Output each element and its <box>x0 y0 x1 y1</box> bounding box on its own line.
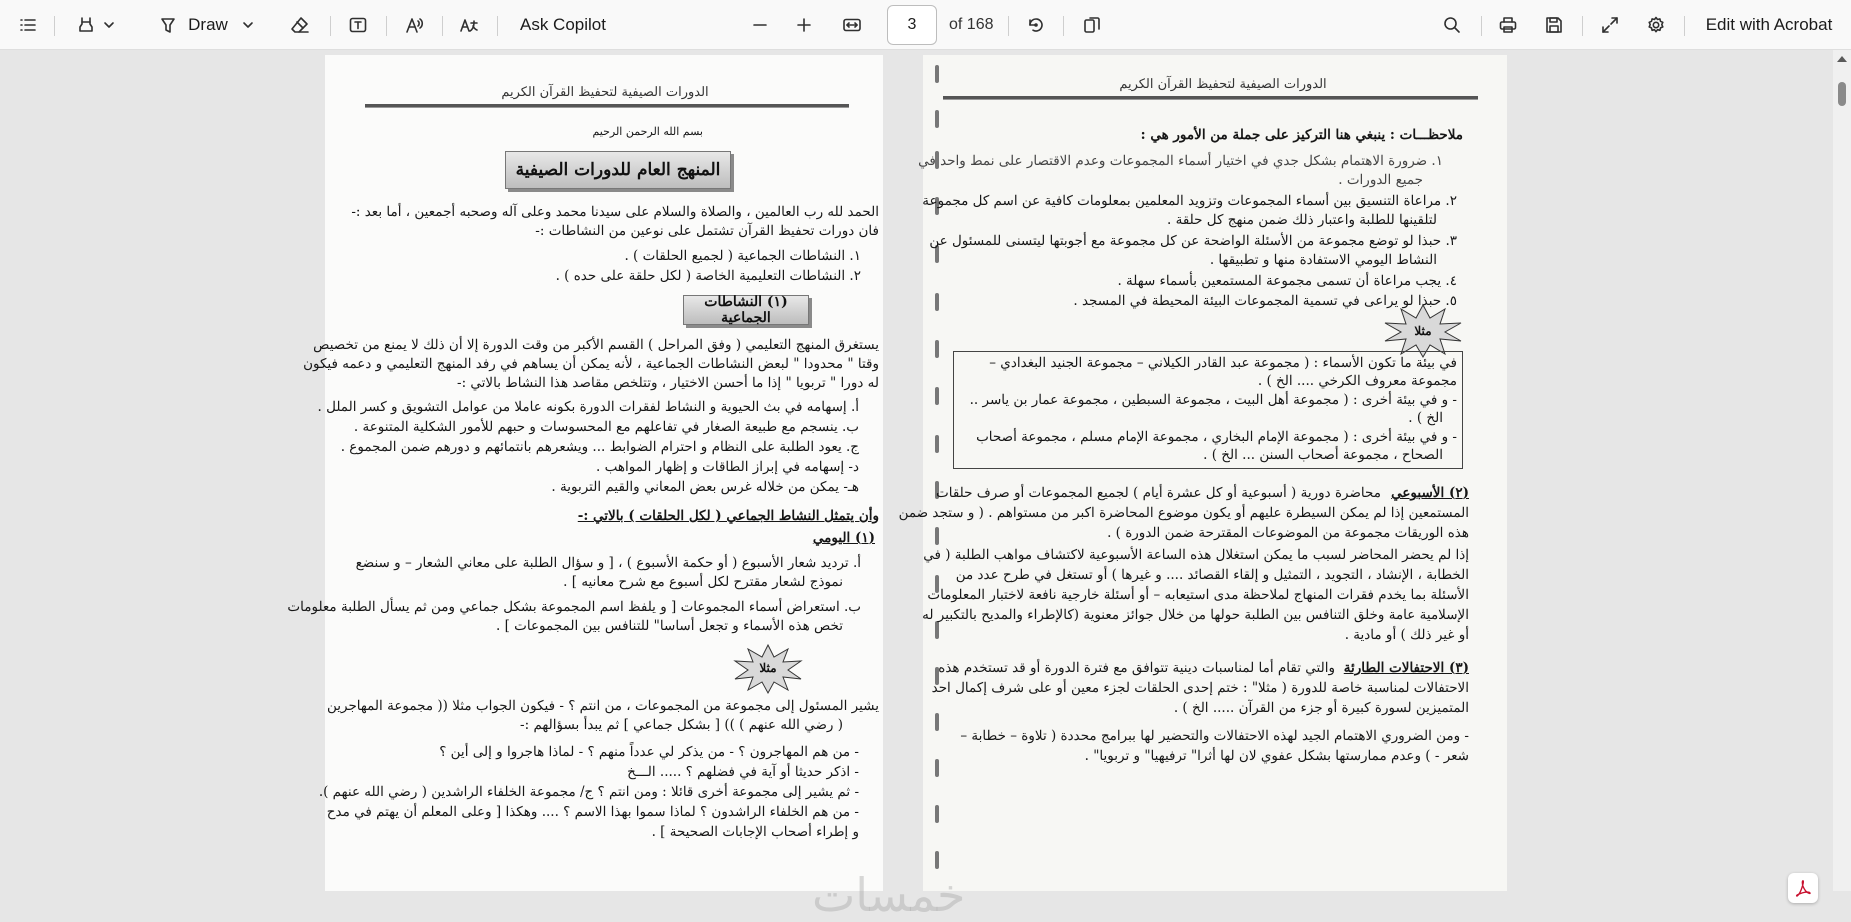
activity-type-item: ٢. النشاطات التعليمية الخاصة ( لكل حلقة على حده ) . <box>555 268 861 284</box>
weekly-line: محاضرة دورية ( أسبوعية أو كل عشرة أيام ) لجميع المجموعات أو صرف حلقات <box>936 485 1381 501</box>
daily-item: نموذج لشعار مقترح لكل أسبوع مع شرح معانيه ] . <box>563 574 843 590</box>
example-text: يشير المسئول إلى مجموعة من المجموعات ، من انتم ؟ - فيكون الجواب مثلا (( مجموعة المهاجرين <box>326 698 879 714</box>
zoom-out-icon <box>750 15 770 35</box>
example-box-line: مجموعة معروف الكرخي .... الخ ) . <box>1257 373 1457 389</box>
occasions-line: والتي تقام أما لمناسبات دينية تتوافق مع فترة الدورة أو قد تستخدم هذه <box>938 660 1335 676</box>
fit-width-button[interactable] <box>834 0 870 50</box>
example-box-line: - و في بيئة أخرى : ( مجموعة الإمام البخاري ، مجموعة الإمام مسلم ، مجموعة أصحاب <box>976 429 1457 445</box>
intro-line: فان دورات تحفيظ القرآن تشتمل على نوعين من النشاطات :- <box>535 223 879 239</box>
current-page: 3 <box>907 16 917 33</box>
draw-icon <box>158 15 178 35</box>
weekly-heading: (٢) الأسبوعي <box>1391 485 1469 501</box>
draw-label: Draw <box>188 15 228 34</box>
gear-icon <box>1646 15 1666 35</box>
fullscreen-icon <box>1600 15 1620 35</box>
text-box-button[interactable] <box>340 0 376 50</box>
scrollbar-thumb[interactable] <box>1838 82 1846 106</box>
header-rule <box>943 96 1478 100</box>
example-box-line: الخ ) . <box>1408 410 1443 426</box>
section-paragraph-line: يستغرق المنهج التعليمي ( وفق المراحل ) القسم الأكبر من وقت الدورة إلا أن ذلك لا يمنع من تخصيص <box>313 337 879 353</box>
example-box-line: الصحاح ، مجموعة أصحاب السنن ... الخ ) . <box>1203 447 1443 463</box>
note-item: ٤. يجب مراعاة أن تسمى مجموعة المستمعين بأسماء سهلة . <box>1117 273 1457 289</box>
daily-heading: (١) اليومي <box>812 530 875 546</box>
search-button[interactable] <box>1434 0 1470 50</box>
note-item: ٥. حبذا لو يراعى في تسمية المجموعات البيئة المحيطة في المسجد . <box>1073 293 1457 309</box>
aim-item: هـ- يمكن من خلاله غرس بعض المعاني والقيم التربوية . <box>551 479 859 495</box>
acrobat-button[interactable] <box>1788 873 1818 903</box>
aim-item: ب. ينسجم مع طبيعة الصغار في تفاعلهم مع المحسوسات و حبهم للأمور الشكلية المتنوعة . <box>353 419 859 435</box>
contents-icon <box>18 15 38 35</box>
edit-with-acrobat-button[interactable] <box>1696 0 1842 50</box>
header-rule <box>365 104 849 108</box>
fullscreen-button[interactable] <box>1592 0 1628 50</box>
translate-button[interactable] <box>450 0 488 50</box>
toolbar <box>0 0 1851 50</box>
example-box-line: في بيئة ما تكون الأسماء : ( مجموعة عبد القادر الكيلاني – مجموعة الجنيد البغدادي – <box>989 355 1457 371</box>
draw-button[interactable] <box>150 0 262 50</box>
print-button[interactable] <box>1490 0 1526 50</box>
toolbar-separator <box>54 16 55 36</box>
page-total: of 168 <box>949 16 994 33</box>
weekly-line: إذا لم يحضر المحاضر لسبب ما يمكن استغلال هذه الساعة الأسبوعية لاكتشاف مواهب الطلبة ( في <box>923 547 1469 563</box>
occasions-line: - ومن الضروري الاهتمام الجيد لهذه الاحتفالات والتحضير لها ببرامج محددة ( تلاوة – خطابة – <box>960 728 1469 744</box>
save-button[interactable] <box>1536 0 1572 50</box>
settings-button[interactable] <box>1638 0 1674 50</box>
chevron-down-icon <box>242 19 254 31</box>
edit-with-acrobat-label: Edit with Acrobat <box>1705 15 1833 34</box>
save-icon <box>1544 15 1564 35</box>
weekly-line: الإسلامية عامة وخلق التنافس بين الطلبة حولها من خلال جوائز معنوية (كالإطراء والمديح بالتكبير له <box>922 607 1469 623</box>
zoom-in-button[interactable] <box>786 0 822 50</box>
aim-item: د- إسهامه في إبراز الطاقات و إظهار المواهب . <box>596 459 859 475</box>
binding-spiral <box>929 55 949 891</box>
contents-button[interactable] <box>12 0 44 50</box>
occasions-line: شعر - ) وعدم ممارستها بشكل عفوي لان لها أثرا" ترفيهيا" و تربويا" . <box>1084 748 1469 764</box>
scroll-up-arrow-icon[interactable] <box>1837 56 1847 62</box>
example-text: ( رضي الله عنهم ) )) [ بشكل جماعي ] ثم يبدأ بسؤالهم :- <box>520 717 843 733</box>
daily-item: تخص هذه الأسماء و تجعل أساسا" للتنافس بين المجموعات ] . <box>496 618 843 634</box>
print-icon <box>1498 15 1518 35</box>
highlight-button[interactable] <box>66 0 124 50</box>
translate-icon <box>459 15 479 35</box>
page-header: الدورات الصيفية لتحفيظ القرآن الكريم <box>1119 77 1327 92</box>
example-label: مثلا <box>759 661 777 675</box>
read-aloud-button[interactable] <box>396 0 432 50</box>
read-aloud-icon <box>404 15 424 35</box>
ask-copilot-button[interactable] <box>508 0 618 50</box>
question-item: - من هم المهاجرون ؟ - من يذكر لي عدداً منهم ؟ - لماذا هاجروا و إلى أين ؟ <box>439 744 859 760</box>
note-item: ٢. مراعاة التنسيق بين أسماء المجموعات وتزويد المعلمين بمعلومات كافية عن اسم كل مجموعة <box>922 193 1457 209</box>
toolbar-separator <box>497 16 498 36</box>
example-box-line: - و في بيئة أخرى : ( مجموعة أهل البيت ، مجموعة السبطين ، مجموعة عمار بن ياسر .. <box>969 392 1457 408</box>
watermark-logo: خمسات <box>812 868 966 922</box>
notes-intro: ملاحظـــات : ينبغي هنا التركيز على جملة من الأمور هي : <box>1140 127 1463 143</box>
pdf-page-right <box>898 55 1507 891</box>
toolbar-separator <box>386 16 387 36</box>
eraser-icon <box>290 15 310 35</box>
question-item: - من هم الخلفاء الراشدون ؟ لماذا سموا بهذا الاسم ؟ .... وهكذا [ وعلى المعلم أن يهتم في مدح <box>326 804 859 820</box>
basmala: بسم الله الرحمن الرحيم <box>592 125 703 138</box>
group-activity-heading: وأن يتمثل النشاط الجماعي ( لكل الحلقات ) بالاتي :- <box>577 508 879 524</box>
weekly-line: المستمعين إذا لم يمكن السيطرة عليهم أو يكون موضوع المحاضرة اكبر من مستواهم . ( و ستجد ضمن <box>898 505 1469 521</box>
highlight-icon <box>76 15 96 35</box>
text-box-icon <box>348 15 368 35</box>
rotate-button[interactable] <box>1018 0 1054 50</box>
weekly-line: أو غير ذلك ) أو مادية . <box>1344 627 1469 643</box>
fit-width-icon <box>842 15 862 35</box>
toolbar-separator <box>1063 16 1064 36</box>
question-item: - ثم يشير إلى مجموعة أخرى قائلا : ومن انتم ؟ ج/ مجموعة الخلفاء الراشدين ( رضي الله عنهم ). <box>318 784 859 800</box>
intro-line: الحمد لله رب العالمين ، والصلاة والسلام على سيدنا محمد وعلى آله وصحبه أجمعين ، أما بعد :- <box>351 204 879 220</box>
page-view-button[interactable] <box>1074 0 1110 50</box>
occasions-line: المتميزين لسورة كبيرة أو جزء من القرآن ..... الخ ) . <box>1173 700 1469 716</box>
note-item: جميع الدورات . <box>1338 172 1423 188</box>
acrobat-icon <box>1794 879 1812 897</box>
section-banner: (١) النشاطات الجماعية <box>683 295 809 325</box>
toolbar-separator <box>442 16 443 36</box>
eraser-button[interactable] <box>282 0 318 50</box>
toolbar-separator <box>1582 16 1583 36</box>
example-label: مثلا <box>1414 324 1432 338</box>
aim-item: أ. إسهامه في بث الحيوية و النشاط لفقرات الدورة بكونه عاملا من عوامل التشويق و كسر الملل . <box>317 399 859 415</box>
toolbar-separator <box>1481 16 1482 36</box>
question-item: و إطراء أصحاب الإجابات الصحيحة ] . <box>651 824 859 840</box>
page-view-icon <box>1082 15 1102 35</box>
page-number-input[interactable] <box>887 5 937 45</box>
zoom-out-button[interactable] <box>742 0 778 50</box>
aim-item: ج. يعود الطلبة على النظام و احترام الضوابط ... ويشعرهم بانتمائهم و دورهم ضمن المجموع . <box>340 439 859 455</box>
note-item: ٣. حبذا لو توضع مجموعة من الأسئلة الواضحة عن كل مجموعة مع أجوبتها ليتسنى للمسئول عن <box>929 233 1457 249</box>
vertical-scrollbar[interactable] <box>1833 50 1851 891</box>
zoom-in-icon <box>794 15 814 35</box>
note-item: النشاط اليومي الاستفادة منها و تطبيقها . <box>1209 252 1437 268</box>
section-paragraph-line: له دورا " تربويا " إذا ما أحسن الاختيار ، وتتلخص مقاصد هذا النشاط بالاتي :- <box>457 375 879 391</box>
rotate-icon <box>1026 15 1046 35</box>
activity-type-item: ١. النشاطات الجماعية ( لجميع الحلقات ) . <box>624 248 861 264</box>
daily-item: أ. ترديد شعار الأسبوع ( أو حكمة الأسبوع ) ، [ و سؤال الطلبة على معاني الشعار – و سنضع <box>355 555 861 571</box>
weekly-line: هذه الوريقات مجموعة من الموضوعات المقترحة ضمن الدورة ) . <box>1107 525 1469 541</box>
question-item: - اذكر حديثا أو آية في فضلهم ؟ ..... الـــخ <box>627 764 859 780</box>
toolbar-separator <box>1008 16 1009 36</box>
daily-item: ب. استعراض أسماء المجموعات [ و يلفظ اسم المجموعة بشكل جماعي ومن ثم يسأل الطلبة معلومات <box>287 599 861 615</box>
note-item: ١. ضرورة الاهتمام بشكل جدي في اختيار أسماء المجموعات وعدم الاقتصار على نمط واحد في <box>918 153 1443 169</box>
search-icon <box>1442 15 1462 35</box>
note-item: لتلقينها للطلبة واعتبار ذلك ضمن منهج كل حلقة . <box>1167 212 1437 228</box>
weekly-line: الخطابة ، الإنشاد ، التجويد ، التمثيل و إلقاء القصائد .... و غيرها ) أو تستغل في طرح عدد من <box>955 567 1469 583</box>
weekly-line: الأسئلة بما يخدم فقرات المنهاج لملاحظة مدى استيعابه – أو أسئلة خارجية نافعة لاختبار المعلومات <box>927 587 1469 603</box>
section-paragraph-line: وقتا " محدودا " لبعض النشاطات الجماعية ، لأنه يمكن أن يساهم في رفد المنهج التعليمي و دعمه فيكون <box>303 356 879 372</box>
occasions-heading: (٣) الاحتفالات الطارئة <box>1343 660 1469 676</box>
toolbar-separator <box>1684 16 1685 36</box>
page-title: المنهج العام للدورات الصيفية <box>505 151 731 189</box>
document-viewport[interactable] <box>0 50 1851 922</box>
ask-copilot-label: Ask Copilot <box>520 15 606 34</box>
page-header: الدورات الصيفية لتحفيظ القرآن الكريم <box>501 85 709 100</box>
chevron-down-icon <box>103 19 115 31</box>
occasions-line: الاحتفالات لمناسبة خاصة للدورة ( مثلا" : ختم إحدى الحلقات لجزء معين أو على شرف إكمال احد <box>931 680 1469 696</box>
toolbar-separator <box>330 16 331 36</box>
pdf-page-left <box>287 55 883 891</box>
